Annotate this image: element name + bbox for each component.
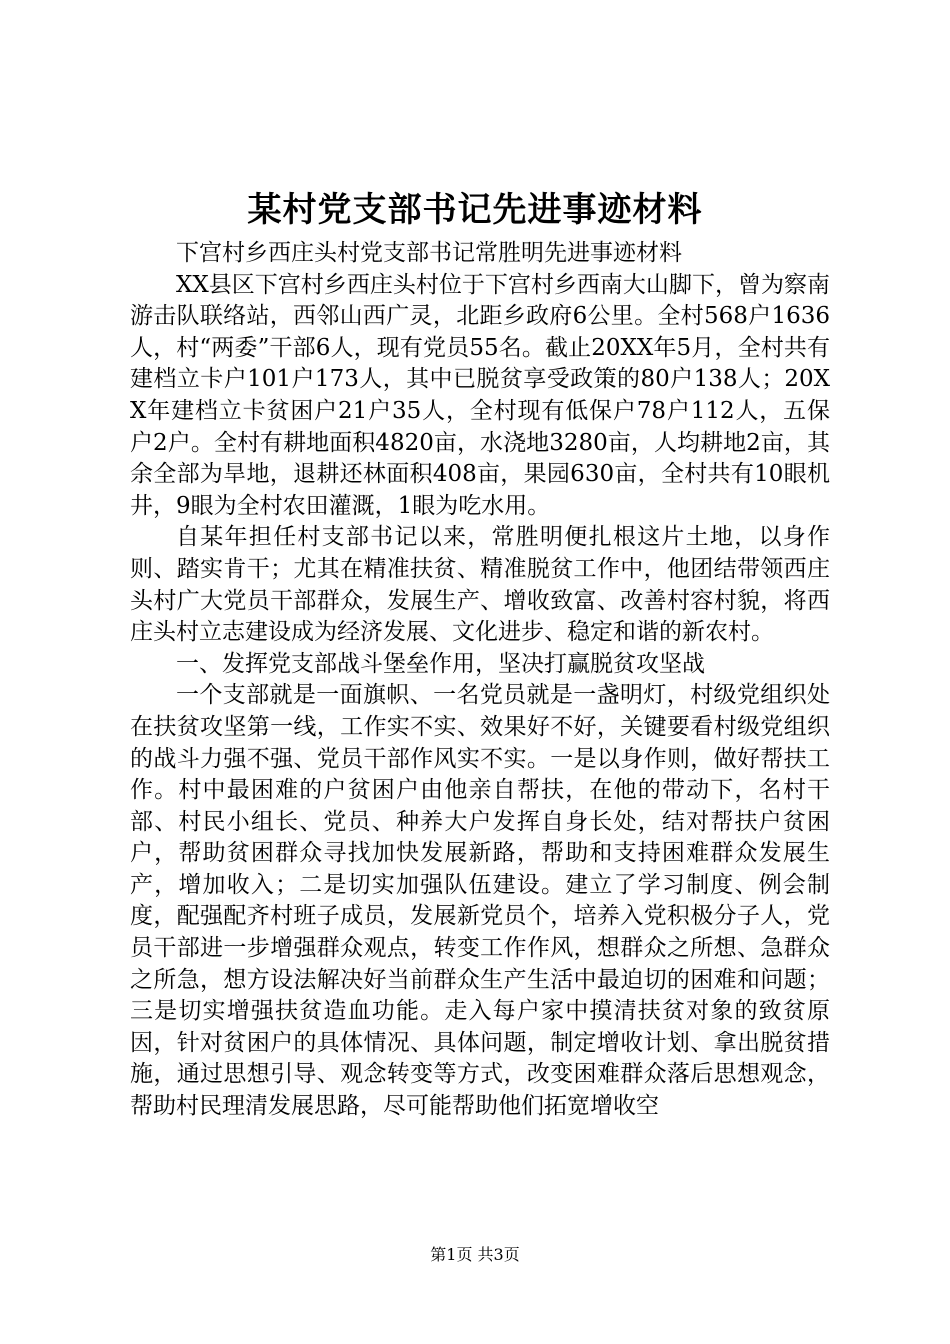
document-body xyxy=(130,238,830,1123)
body-paragraph: 一个支部就是一面旗帜、一名党员就是一盏明灯，村级党组织处在扶贫攻坚第一线，工作实不实、效果好不好，关键要看村级党组织的战斗力强不强、党员干部作风实不实。一是以身作则，做好帮扶工作。村中最困难的户贫困户由他亲自帮扶，在他的带动下，名村干部、村民小组长、党员、种养大户发挥自身长处，结对帮扶户贫困户，帮助贫困群众寻找加快发展新路，帮助和支持困难群众发展生产，增加收入；二是切实加强队伍建设。建立了学习制度、例会制度，配强配齐村班子成员，发展新党员个，培养入党积极分子人，党员干部进一步增强群众观点，转变工作作风，想群众之所想、急群众之所急，想方设法解决好当前群众生产生活中最迫切的困难和问题；三是切实增强扶贫造血功能。走入每户家中摸清扶贫对象的致贫原因，针对贫困户的具体情况、具体问题，制定增收计划、拿出脱贫措施，通过思想引导、观念转变等方式，改变困难群众落后思想观念，帮助村民理清发展思路，尽可能帮助他们拓宽增收空 xyxy=(130,682,830,1120)
section-heading: 一、发挥党支部战斗堡垒作用，坚决打赢脱贫攻坚战 xyxy=(176,650,705,677)
body-paragraph: XX县区下宫村乡西庄头村位于下宫村乡西南大山脚下，曾为察南游击队联络站，西邻山西广灵，北距乡政府6公里。全村568户1636人，村“两委”干部6人，现有党员55名。截止20XX年5月，全村共有建档立卡户101户173人，其中已脱贫享受政策的80户138人；20XX年建档立卡贫困户21户35人，全村现有低保户78户112人，五保户2户。全村有耕地面积4820亩，水浇地3280亩，人均耕地2亩，其余全部为旱地，退耕还林面积408亩，果园630亩，全村共有10眼机井，9眼为全村农田灌溉，1眼为吃水用。 xyxy=(130,271,830,519)
subtitle-paragraph: 下宫村乡西庄头村党支部书记常胜明先进事迹材料 xyxy=(176,240,682,266)
document-title: 某村党支部书记先进事迹材料 xyxy=(247,190,703,230)
body-paragraph: 自某年担任村支部书记以来，常胜明便扎根这片土地，以身作则、踏实肯干；尤其在精准扶贫、精准脱贫工作中，他团结带领西庄头村广大党员干部群众，发展生产、增收致富、改善村容村貌，将西庄头村立志建设成为经济发展、文化进步、稳定和谐的新农村。 xyxy=(130,524,830,646)
page-footer: 第1页 共3页 xyxy=(430,1245,520,1264)
